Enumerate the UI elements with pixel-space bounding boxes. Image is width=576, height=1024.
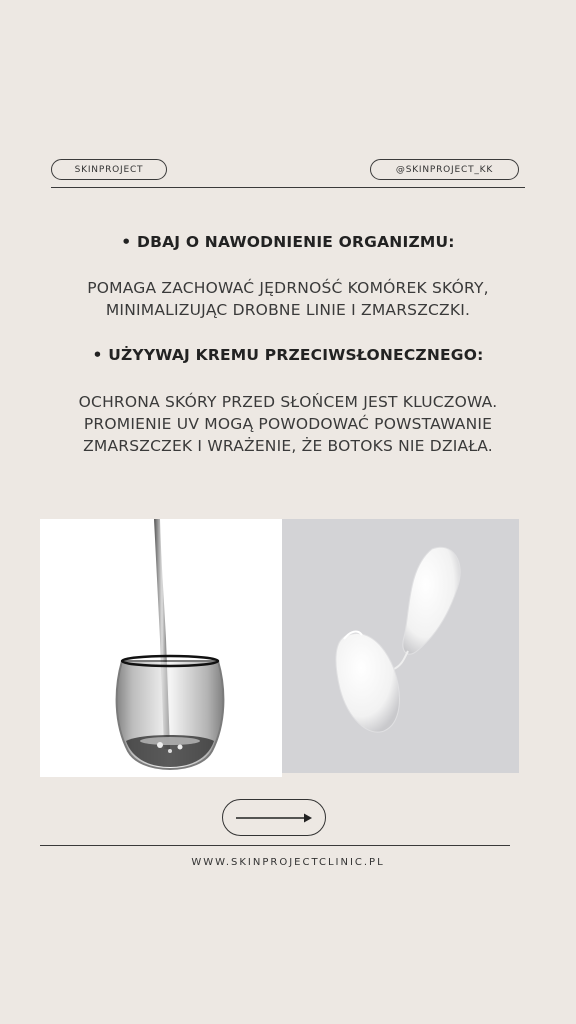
tip-text-hydration: [20, 277, 556, 321]
right-arrow-icon: [234, 812, 314, 824]
next-button[interactable]: [222, 799, 326, 836]
website-link[interactable]: WWW.SKINPROJECTCLINIC.PL: [191, 857, 385, 868]
water-glass-image: [40, 519, 282, 777]
brand-label: SKINPROJECT: [74, 164, 144, 175]
tip-heading-sunscreen: • UŻYYWAJ KREMU PRZECIWSŁONECZNEGO:: [92, 346, 484, 364]
top-divider: [51, 187, 525, 188]
tip-line: OCHRONA SKÓRY PRZED SŁOŃCEM JEST KLUCZOWA.: [78, 393, 498, 411]
tip-heading-hydration: • DBAJ O NAWODNIENIE ORGANIZMU:: [121, 233, 455, 251]
tip-line: MINIMALIZUJĄC DROBNE LINIE I ZMARSZCZKI.: [105, 301, 471, 319]
handle-label: @SKINPROJECT_KK: [395, 164, 494, 175]
bottom-divider: [40, 845, 510, 846]
instagram-handle-badge[interactable]: [370, 159, 519, 180]
cream-swatch-image: [282, 519, 519, 773]
tip-line: POMAGA ZACHOWAĆ JĘDRNOŚĆ KOMÓREK SKÓRY,: [87, 279, 489, 297]
tip-line: ZMARSZCZEK I WRAŻENIE, ŻE BOTOKS NIE DZIAŁA.: [83, 437, 493, 455]
tip-line: PROMIENIE UV MOGĄ POWODOWAĆ POWSTAWANIE: [83, 415, 493, 433]
brand-badge: [51, 159, 167, 180]
tip-text-sunscreen: [20, 391, 556, 457]
